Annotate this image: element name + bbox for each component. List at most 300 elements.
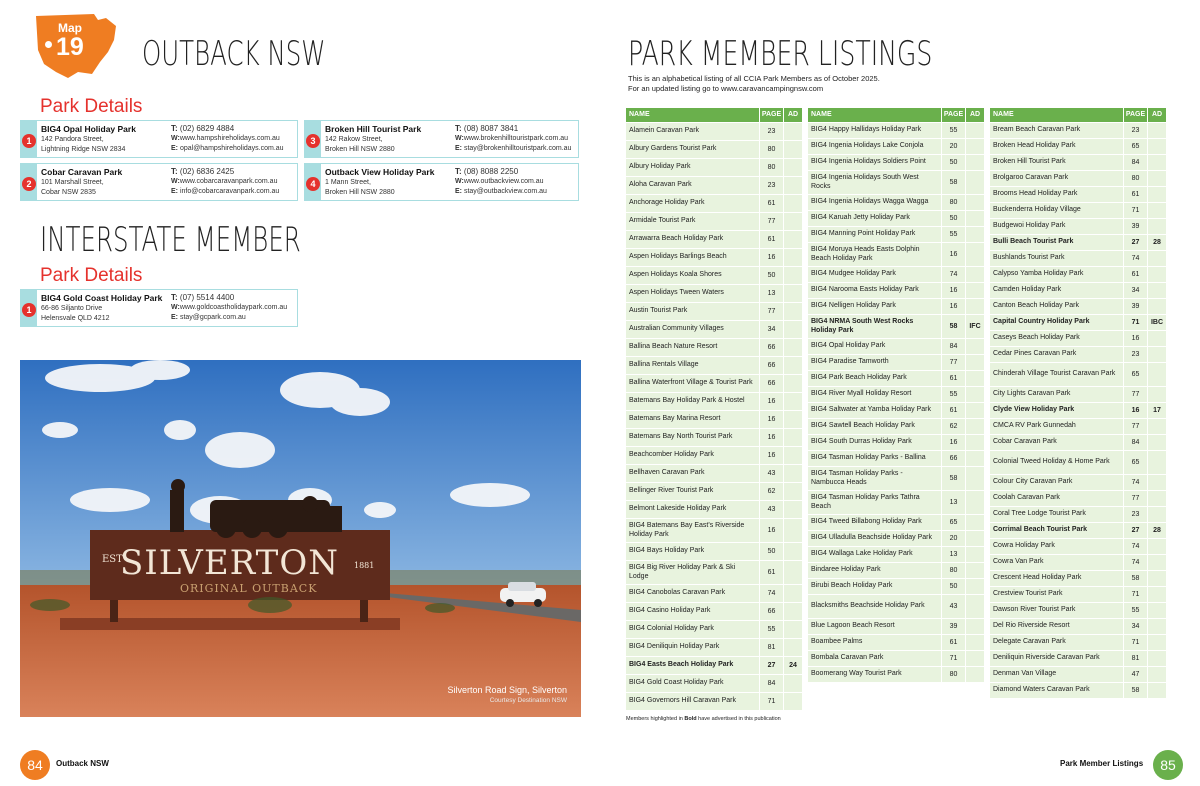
row-page: 23	[759, 177, 783, 194]
row-park-name: BIG4 Ulladulla Beachside Holiday Park	[808, 531, 941, 546]
park-email-link[interactable]: stay@gcpark.com.au	[179, 314, 246, 321]
park-contact	[453, 164, 578, 200]
row-page: 55	[941, 227, 965, 242]
row-page: 77	[1123, 419, 1147, 434]
table-row	[990, 171, 1166, 187]
row-page: 16	[1123, 403, 1147, 418]
park-email-link[interactable]: opal@hampshireholidays.com.au	[179, 145, 284, 152]
tel-label: T:	[455, 167, 462, 176]
row-ad	[1147, 219, 1166, 234]
row-ad	[783, 693, 802, 710]
footer-label-left: Outback NSW	[56, 759, 109, 768]
row-page: 16	[759, 519, 783, 542]
row-park-name: Crestview Tourist Park	[990, 587, 1123, 602]
row-page: 34	[759, 321, 783, 338]
row-ad	[965, 667, 984, 682]
row-page: 13	[941, 547, 965, 562]
row-ad	[1147, 635, 1166, 650]
row-ad	[965, 123, 984, 138]
row-ad	[783, 603, 802, 620]
row-ad	[965, 467, 984, 490]
table-row	[808, 155, 984, 171]
row-park-name: Brolgaroo Caravan Park	[990, 171, 1123, 186]
row-page: 62	[759, 483, 783, 500]
row-park-name: BIG4 Opal Holiday Park	[808, 339, 941, 354]
table-row	[808, 195, 984, 211]
row-ad	[1147, 267, 1166, 282]
row-page: 27	[1123, 523, 1147, 538]
row-park-name: BIG4 Tasman Holiday Parks - Nambucca Heads	[808, 467, 941, 490]
row-page: 43	[941, 595, 965, 618]
row-ad	[1147, 507, 1166, 522]
table-row	[808, 171, 984, 195]
table-row	[808, 579, 984, 595]
row-park-name: Buckenderra Holiday Village	[990, 203, 1123, 218]
row-ad	[965, 491, 984, 514]
row-park-name: Batemans Bay Holiday Park & Hostel	[626, 393, 759, 410]
table-row	[990, 435, 1166, 451]
park-website-link[interactable]: www.hampshireholidays.com.au	[179, 135, 280, 142]
row-ad	[965, 451, 984, 466]
table-row	[808, 635, 984, 651]
photo-caption: Silverton Road Sign, Silverton	[447, 685, 567, 695]
park-card	[304, 163, 579, 201]
row-page: 65	[941, 515, 965, 530]
row-page: 65	[1123, 363, 1147, 386]
row-page: 81	[1123, 651, 1147, 666]
row-ad	[783, 447, 802, 464]
row-page: 65	[1123, 139, 1147, 154]
row-page: 50	[941, 155, 965, 170]
row-ad	[965, 387, 984, 402]
row-ad	[965, 355, 984, 370]
table-row	[808, 491, 984, 515]
park-address	[321, 164, 453, 200]
table-row	[990, 451, 1166, 475]
row-ad	[965, 283, 984, 298]
row-ad	[783, 195, 802, 212]
table-row	[990, 315, 1166, 331]
page-number-left: 84	[20, 750, 50, 780]
table-row	[808, 651, 984, 667]
row-park-name: BIG4 Tweed Billabong Holiday Park	[808, 515, 941, 530]
row-page: 16	[759, 447, 783, 464]
row-ad	[783, 465, 802, 482]
row-ad	[965, 267, 984, 282]
row-page: 23	[1123, 347, 1147, 362]
row-park-name: Bombala Caravan Park	[808, 651, 941, 666]
table-row	[990, 267, 1166, 283]
row-park-name: Chinderah Village Tourist Caravan Park	[990, 363, 1123, 386]
row-ad	[1147, 251, 1166, 266]
park-website-link[interactable]: www.goldcoastholidaypark.com.au	[179, 304, 288, 311]
row-park-name: Anchorage Holiday Park	[626, 195, 759, 212]
sign-sub: ORIGINAL OUTBACK	[180, 582, 318, 595]
park-email-link[interactable]: stay@outbackview.com.au	[463, 188, 547, 195]
row-ad	[783, 321, 802, 338]
table-row	[808, 515, 984, 531]
row-page: 39	[941, 619, 965, 634]
table-row	[990, 571, 1166, 587]
row-ad	[965, 435, 984, 450]
table-header	[990, 108, 1166, 122]
park-address	[37, 121, 169, 157]
row-ad	[965, 227, 984, 242]
row-ad	[965, 579, 984, 594]
park-card	[20, 289, 298, 327]
park-card-strip	[21, 290, 37, 326]
row-park-name: Diamond Waters Caravan Park	[990, 683, 1123, 698]
email-label: E:	[171, 188, 178, 195]
row-park-name: Camden Holiday Park	[990, 283, 1123, 298]
row-park-name: BIG4 Governors Hill Caravan Park	[626, 693, 759, 710]
row-page: 61	[759, 231, 783, 248]
row-page: 58	[941, 171, 965, 194]
park-website-link[interactable]: www.outbackview.com.au	[463, 178, 544, 185]
row-park-name: Calypso Yamba Holiday Park	[990, 267, 1123, 282]
row-park-name: Budgewoi Holiday Park	[990, 219, 1123, 234]
row-ad	[965, 403, 984, 418]
park-address-line-1: 66-86 Siljanto Drive	[41, 305, 103, 312]
row-park-name: Bulli Beach Tourist Park	[990, 235, 1123, 250]
row-ad	[965, 619, 984, 634]
table-row	[626, 561, 802, 585]
header-ad: AD	[1147, 108, 1166, 122]
row-page: 62	[941, 419, 965, 434]
table-row	[990, 635, 1166, 651]
row-page: 27	[759, 657, 783, 674]
row-page: 16	[759, 393, 783, 410]
table-row	[808, 563, 984, 579]
park-name: Broken Hill Tourist Park	[325, 124, 422, 134]
row-page: 84	[759, 675, 783, 692]
header-name: NAME	[811, 111, 832, 118]
listing-table-2	[808, 108, 984, 683]
row-ad	[783, 675, 802, 692]
row-park-name: Ballina Waterfront Village & Tourist Park	[626, 375, 759, 392]
park-email-link[interactable]: info@cobarcaravanpark.com.au	[179, 188, 280, 195]
row-ad	[1147, 155, 1166, 170]
row-park-name: Broken Head Holiday Park	[990, 139, 1123, 154]
row-ad	[1147, 435, 1166, 450]
row-page: 84	[1123, 435, 1147, 450]
park-phone[interactable]: (08) 8088 2250	[463, 167, 519, 176]
row-page: 80	[941, 563, 965, 578]
park-card-strip	[305, 121, 321, 157]
row-page: 66	[759, 357, 783, 374]
table-row	[626, 159, 802, 177]
row-park-name: Bellinger River Tourist Park	[626, 483, 759, 500]
park-address-line-2: Broken Hill NSW 2880	[325, 146, 395, 153]
header-ad: AD	[783, 108, 802, 122]
row-park-name: Birubi Beach Holiday Park	[808, 579, 941, 594]
table-row	[990, 363, 1166, 387]
row-ad	[783, 639, 802, 656]
row-ad	[965, 547, 984, 562]
row-ad	[783, 483, 802, 500]
silverton-sign-image	[20, 360, 581, 717]
row-page: 50	[759, 543, 783, 560]
table-row	[626, 447, 802, 465]
row-ad	[1147, 419, 1166, 434]
row-page: 43	[759, 501, 783, 518]
row-page: 77	[759, 303, 783, 320]
row-park-name: BIG4 Ingenia Holidays Wagga Wagga	[808, 195, 941, 210]
park-number: 2	[22, 177, 36, 191]
row-ad: 28	[1147, 523, 1166, 538]
row-page: 55	[1123, 603, 1147, 618]
table-row	[808, 419, 984, 435]
row-page: 20	[941, 531, 965, 546]
table-row	[990, 187, 1166, 203]
row-page: 16	[941, 243, 965, 266]
park-name: BIG4 Gold Coast Holiday Park	[41, 293, 163, 303]
row-park-name: Corrimal Beach Tourist Park	[990, 523, 1123, 538]
row-page: 55	[941, 123, 965, 138]
park-phone[interactable]: (08) 8087 3841	[463, 124, 519, 133]
header-name: NAME	[629, 111, 650, 118]
row-page: 71	[1123, 635, 1147, 650]
park-phone[interactable]: (02) 6829 4884	[179, 124, 235, 133]
park-address-line-2: Helensvale QLD 4212	[41, 315, 110, 322]
row-page: 74	[941, 267, 965, 282]
table-row	[990, 251, 1166, 267]
table-row	[808, 123, 984, 139]
row-ad	[783, 543, 802, 560]
table-row	[990, 587, 1166, 603]
row-page: 13	[759, 285, 783, 302]
sign-est: EST	[102, 554, 123, 565]
map-number: 19	[56, 33, 84, 61]
row-page: 55	[941, 387, 965, 402]
park-phone[interactable]: (02) 6836 2425	[179, 167, 235, 176]
row-park-name: Bindaree Holiday Park	[808, 563, 941, 578]
row-ad	[1147, 139, 1166, 154]
row-page: 16	[941, 283, 965, 298]
row-ad: IBC	[1147, 315, 1166, 330]
table-row	[990, 331, 1166, 347]
row-page: 50	[941, 579, 965, 594]
row-page: 80	[941, 667, 965, 682]
row-park-name: Ballina Beach Nature Resort	[626, 339, 759, 356]
table-row	[626, 465, 802, 483]
row-ad	[965, 531, 984, 546]
table-row	[626, 141, 802, 159]
row-ad	[1147, 683, 1166, 698]
row-page: 34	[1123, 619, 1147, 634]
tel-label: T:	[171, 167, 178, 176]
row-park-name: Boomerang Way Tourist Park	[808, 667, 941, 682]
park-phone[interactable]: (07) 5514 4400	[179, 293, 235, 302]
row-page: 23	[1123, 123, 1147, 138]
table-row	[626, 639, 802, 657]
park-website-link[interactable]: www.brokenhilltouristpark.com.au	[463, 135, 569, 142]
row-page: 61	[759, 561, 783, 584]
row-park-name: Colour City Caravan Park	[990, 475, 1123, 490]
table-row	[808, 315, 984, 339]
park-contact	[453, 121, 578, 157]
park-address-line-1: 101 Marshall Street,	[41, 179, 104, 186]
bold-note	[626, 716, 781, 722]
row-page: 16	[941, 435, 965, 450]
row-park-name: Bushlands Tourist Park	[990, 251, 1123, 266]
row-park-name: Caseys Beach Holiday Park	[990, 331, 1123, 346]
web-label: W:	[455, 178, 464, 185]
park-website-link[interactable]: www.cobarcaravanpark.com.au	[179, 178, 278, 185]
row-page: 16	[759, 249, 783, 266]
listing-table-1	[626, 108, 802, 711]
table-row	[990, 683, 1166, 699]
row-page: 23	[759, 123, 783, 140]
row-park-name: Albury Gardens Tourist Park	[626, 141, 759, 158]
park-name: BIG4 Opal Holiday Park	[41, 124, 136, 134]
header-name: NAME	[993, 111, 1014, 118]
row-ad	[1147, 603, 1166, 618]
row-park-name: Cobar Caravan Park	[990, 435, 1123, 450]
row-ad	[783, 177, 802, 194]
table-row	[808, 267, 984, 283]
row-park-name: BIG4 Easts Beach Holiday Park	[626, 657, 759, 674]
row-park-name: BIG4 Bays Holiday Park	[626, 543, 759, 560]
row-park-name: BIG4 NRMA South West Rocks Holiday Park	[808, 315, 941, 338]
row-ad	[1147, 283, 1166, 298]
row-park-name: Clyde View Holiday Park	[990, 403, 1123, 418]
row-page: 74	[759, 585, 783, 602]
row-ad	[1147, 619, 1166, 634]
table-row	[626, 375, 802, 393]
park-address-line-2: Cobar NSW 2835	[41, 189, 96, 196]
row-park-name: BIG4 Moruya Heads Easts Dolphin Beach Holiday Park	[808, 243, 941, 266]
header-ad: AD	[965, 108, 984, 122]
row-page: 65	[1123, 451, 1147, 474]
table-row	[626, 123, 802, 141]
row-page: 47	[1123, 667, 1147, 682]
table-row	[626, 285, 802, 303]
row-ad	[783, 303, 802, 320]
row-page: 61	[1123, 187, 1147, 202]
row-ad	[783, 231, 802, 248]
row-park-name: BIG4 South Durras Holiday Park	[808, 435, 941, 450]
park-details-heading: Park Details	[40, 96, 143, 117]
row-park-name: BIG4 Manning Point Holiday Park	[808, 227, 941, 242]
row-park-name: Aspen Holidays Barlings Beach	[626, 249, 759, 266]
table-row	[626, 393, 802, 411]
web-label: W:	[171, 178, 180, 185]
tel-label: T:	[171, 293, 178, 302]
table-row	[808, 339, 984, 355]
row-ad	[783, 375, 802, 392]
table-row	[990, 539, 1166, 555]
row-page: 66	[759, 603, 783, 620]
table-row	[626, 231, 802, 249]
row-park-name: Batemans Bay North Tourist Park	[626, 429, 759, 446]
table-row	[808, 299, 984, 315]
row-ad	[1147, 451, 1166, 474]
park-number: 3	[306, 134, 320, 148]
row-page: 58	[941, 315, 965, 338]
tel-label: T:	[171, 124, 178, 133]
table-row	[808, 451, 984, 467]
email-label: E:	[455, 145, 462, 152]
table-row	[990, 475, 1166, 491]
row-page: 39	[1123, 299, 1147, 314]
row-page: 61	[941, 635, 965, 650]
row-ad	[1147, 187, 1166, 202]
row-park-name: BIG4 River Myall Holiday Resort	[808, 387, 941, 402]
park-address	[37, 290, 169, 326]
park-number: 1	[22, 303, 36, 317]
table-row	[808, 531, 984, 547]
table-row	[990, 667, 1166, 683]
table-row	[808, 387, 984, 403]
row-park-name: Cedar Pines Caravan Park	[990, 347, 1123, 362]
row-page: 23	[1123, 507, 1147, 522]
row-park-name: Coolah Caravan Park	[990, 491, 1123, 506]
park-contact	[169, 121, 297, 157]
table-row	[990, 123, 1166, 139]
table-row	[626, 267, 802, 285]
table-row	[808, 667, 984, 683]
row-park-name: CMCA RV Park Gunnedah	[990, 419, 1123, 434]
row-ad	[783, 123, 802, 140]
table-row	[808, 467, 984, 491]
row-ad	[1147, 539, 1166, 554]
row-ad	[965, 195, 984, 210]
header-page: PAGE	[1123, 108, 1147, 122]
table-row	[990, 283, 1166, 299]
row-page: 61	[759, 195, 783, 212]
row-park-name: BIG4 Ingenia Holidays Soldiers Point	[808, 155, 941, 170]
row-park-name: BIG4 Big River Holiday Park & Ski Lodge	[626, 561, 759, 584]
table-row	[808, 435, 984, 451]
row-ad	[1147, 299, 1166, 314]
park-number: 4	[306, 177, 320, 191]
row-ad	[965, 515, 984, 530]
table-row	[626, 303, 802, 321]
web-label: W:	[171, 304, 180, 311]
row-park-name: BIG4 Batemans Bay East's Riverside Holiday Park	[626, 519, 759, 542]
listing-table-3	[990, 108, 1166, 699]
table-row	[808, 355, 984, 371]
table-row	[808, 403, 984, 419]
row-page: 58	[941, 467, 965, 490]
row-park-name: BIG4 Park Beach Holiday Park	[808, 371, 941, 386]
row-page: 43	[759, 465, 783, 482]
row-park-name: Denman Van Village	[990, 667, 1123, 682]
note-bold: Bold	[684, 716, 697, 722]
park-email-link[interactable]: stay@brokenhilltouristpark.com.au	[463, 145, 572, 152]
interstate-title: INTERSTATE MEMBER	[40, 220, 301, 260]
table-row	[626, 603, 802, 621]
table-row	[990, 403, 1166, 419]
row-ad	[783, 501, 802, 518]
table-row	[808, 595, 984, 619]
table-row	[990, 603, 1166, 619]
row-page: 77	[759, 213, 783, 230]
row-park-name: Blacksmiths Beachside Holiday Park	[808, 595, 941, 618]
row-ad	[1147, 475, 1166, 490]
listings-title: PARK MEMBER LISTINGS	[628, 34, 933, 74]
row-page: 80	[941, 195, 965, 210]
table-row	[808, 547, 984, 563]
row-ad	[783, 141, 802, 158]
sign-main: SILVERTON	[120, 543, 339, 583]
row-ad	[965, 563, 984, 578]
row-park-name: Delegate Caravan Park	[990, 635, 1123, 650]
table-row	[990, 139, 1166, 155]
row-park-name: BIG4 Sawtell Beach Holiday Park	[808, 419, 941, 434]
row-page: 71	[1123, 315, 1147, 330]
